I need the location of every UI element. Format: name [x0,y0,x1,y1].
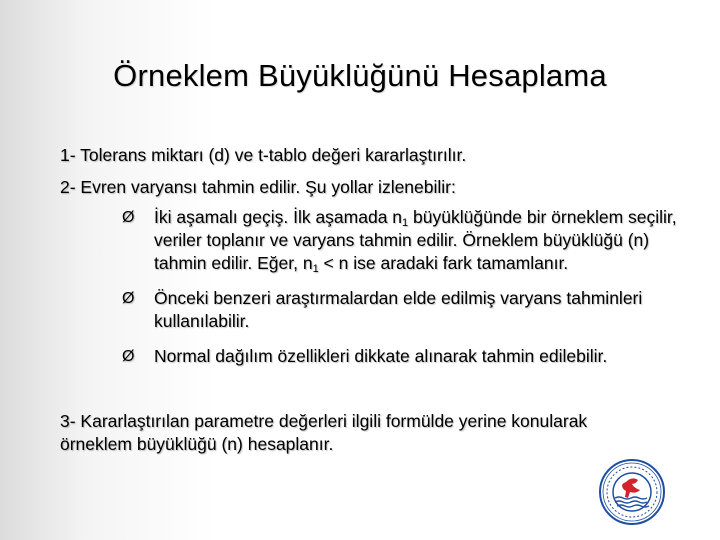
arrow-bullet-icon: Ø [122,290,135,307]
bullet-text-3: Normal dağılım özellikleri dikkate alınarak tahmin edilebilir. [154,346,608,366]
bullet-text-1b: büyüklüğünde bir örneklem seçilir, veriler toplanır ve varyans tahmin edilir. Örneklem büyüklüğü (n) tahmin edilir. Eğer, n [154,207,677,273]
university-seal-icon [598,458,666,526]
bullet-text-2: Önceki benzeri araştırmalardan elde edilmiş varyans tahminleri kullanılabilir. [154,288,643,331]
subscript-1: 1 [402,217,409,229]
paragraph-1: 1- Tolerans miktarı (d) ve t-tablo değeri kararlaştırılır. [60,145,467,165]
paragraph-2: 2- Evren varyansı tahmin edilir. Şu yollar izlenebilir: [60,177,456,197]
arrow-bullet-icon: Ø [122,209,135,226]
bullet-list [122,206,682,380]
bullet-item-3 [122,345,682,368]
arrow-bullet-icon: Ø [122,348,135,365]
subscript-2: 1 [312,263,319,275]
bullet-item-2 [122,287,682,333]
paragraph-3: 3- Kararlaştırılan parametre değerleri ilgili formülde yerine konularak örneklem büyüklüğü (n) hesaplanır. [60,411,588,454]
bullet-text-1a: İki aşamalı geçiş. İlk aşamada n [154,207,403,227]
bullet-text-1c: < n ise aradaki fark tamamlanır. [318,253,569,273]
bullet-item-1 [122,206,682,275]
slide-title: Örneklem Büyüklüğünü Hesaplama [113,58,607,93]
